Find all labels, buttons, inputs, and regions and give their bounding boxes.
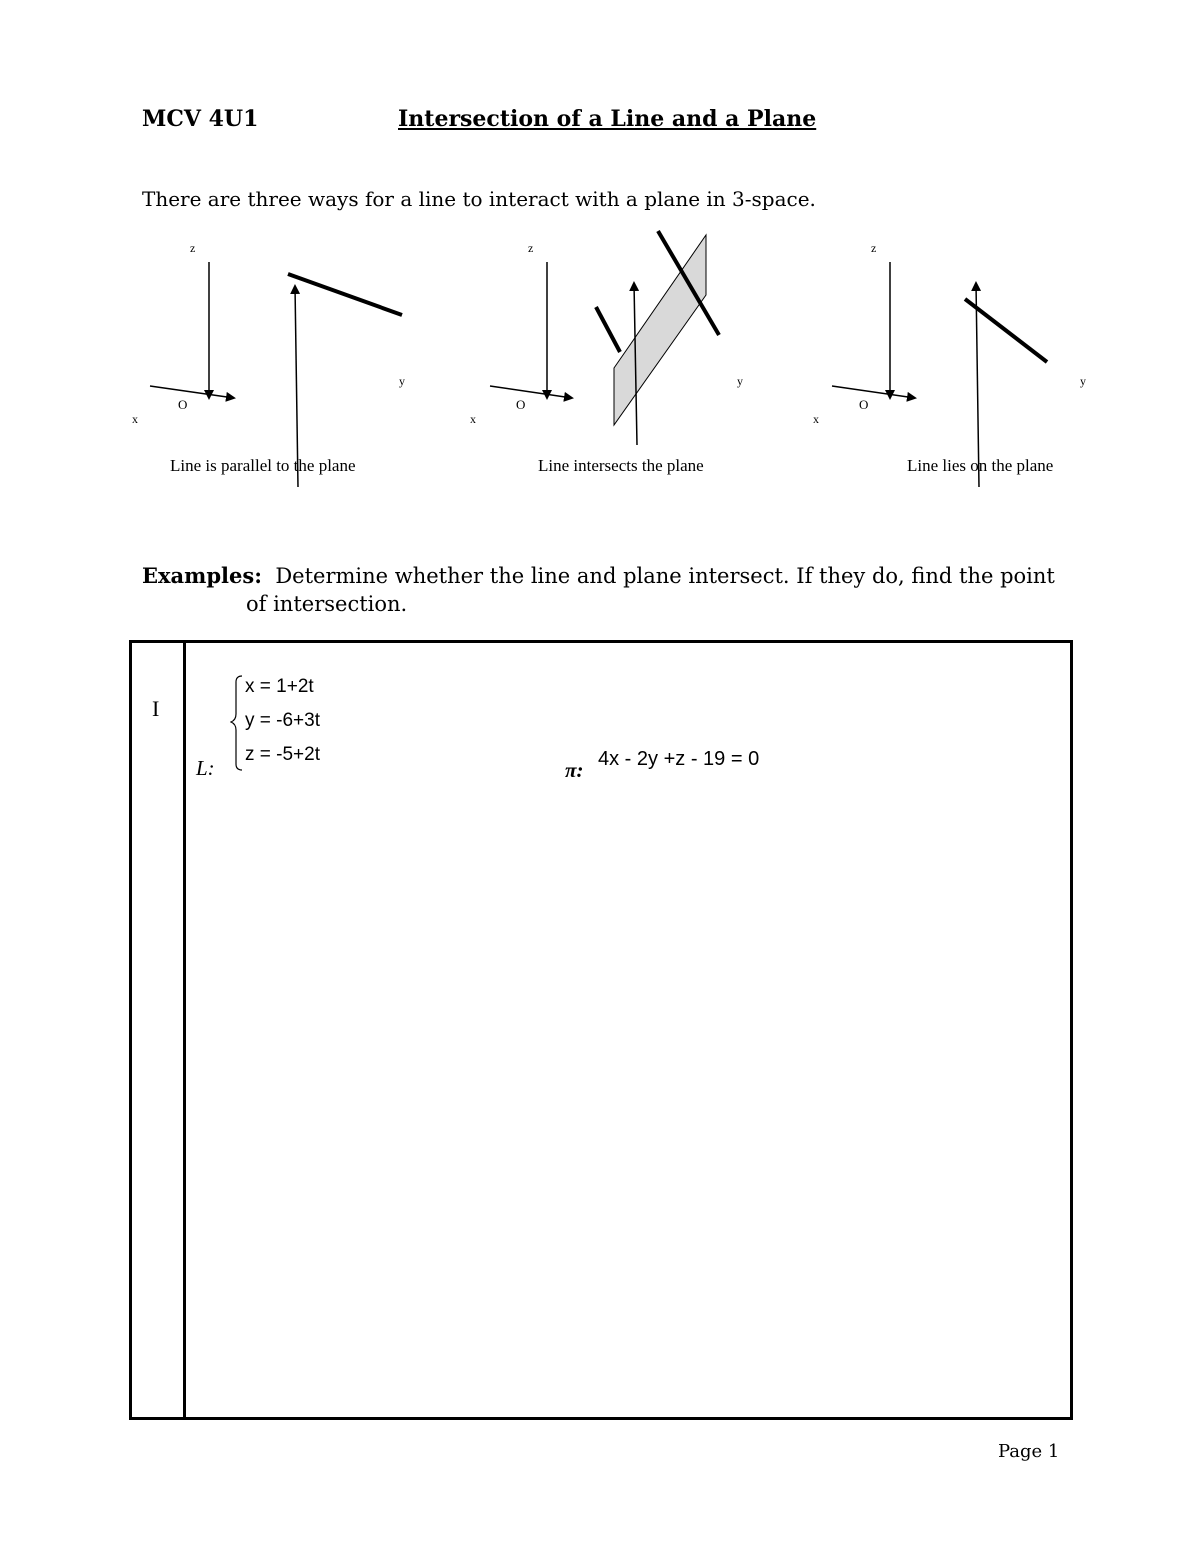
page-title: Intersection of a Line and a Plane — [398, 106, 817, 132]
intro-text: There are three ways for a line to interact with a plane in 3-space. — [142, 187, 816, 211]
origin-label-2: O — [516, 397, 526, 412]
example-number: I — [152, 696, 160, 721]
page-number: Page 1 — [998, 1441, 1060, 1462]
figures-diagram — [0, 225, 1200, 495]
y-axis-label-2: y — [737, 374, 743, 388]
axes-3 — [813, 241, 1086, 426]
x-axis-label-3: x — [813, 412, 819, 426]
figure-parallel — [132, 241, 405, 487]
axes-1 — [132, 241, 405, 426]
equation-x: x = 1+2t — [245, 676, 314, 697]
caption-intersect: Line intersects the plane — [538, 456, 704, 475]
plane-2 — [614, 235, 706, 425]
x-axis-label-2: x — [470, 412, 476, 426]
line-label: L: — [196, 756, 215, 780]
figure-intersect — [470, 231, 743, 445]
line-segment-lower — [596, 307, 620, 352]
examples-text-cont: of intersection. — [246, 592, 408, 616]
origin-label-1: O — [178, 397, 188, 412]
z-axis-label-1: z — [190, 241, 196, 255]
plane-equation: 4x - 2y +z - 19 = 0 — [598, 748, 760, 770]
equation-y: y = -6+3t — [245, 710, 320, 731]
examples-label: Examples: — [142, 563, 262, 588]
y-axis-label-1: y — [399, 374, 405, 388]
system-brace — [230, 674, 244, 774]
examples-text: Determine whether the line and plane intersect. If they do, find the point — [275, 564, 1055, 588]
z-axis-label-3: z — [871, 241, 877, 255]
figure-lies-on — [813, 241, 1086, 487]
y-axis-label-3: y — [1080, 374, 1086, 388]
course-code: MCV 4U1 — [142, 106, 259, 132]
origin-label-3: O — [859, 397, 869, 412]
equation-z: z = -5+2t — [245, 744, 320, 765]
examples-instruction — [142, 562, 1062, 618]
caption-parallel: Line is parallel to the plane — [170, 456, 356, 475]
line-1 — [288, 274, 402, 315]
x-axis-label-1: x — [132, 412, 138, 426]
box-divider — [183, 640, 186, 1420]
z-axis-label-2: z — [528, 241, 534, 255]
plane-label: π: — [565, 758, 584, 782]
caption-lies-on: Line lies on the plane — [907, 456, 1054, 475]
